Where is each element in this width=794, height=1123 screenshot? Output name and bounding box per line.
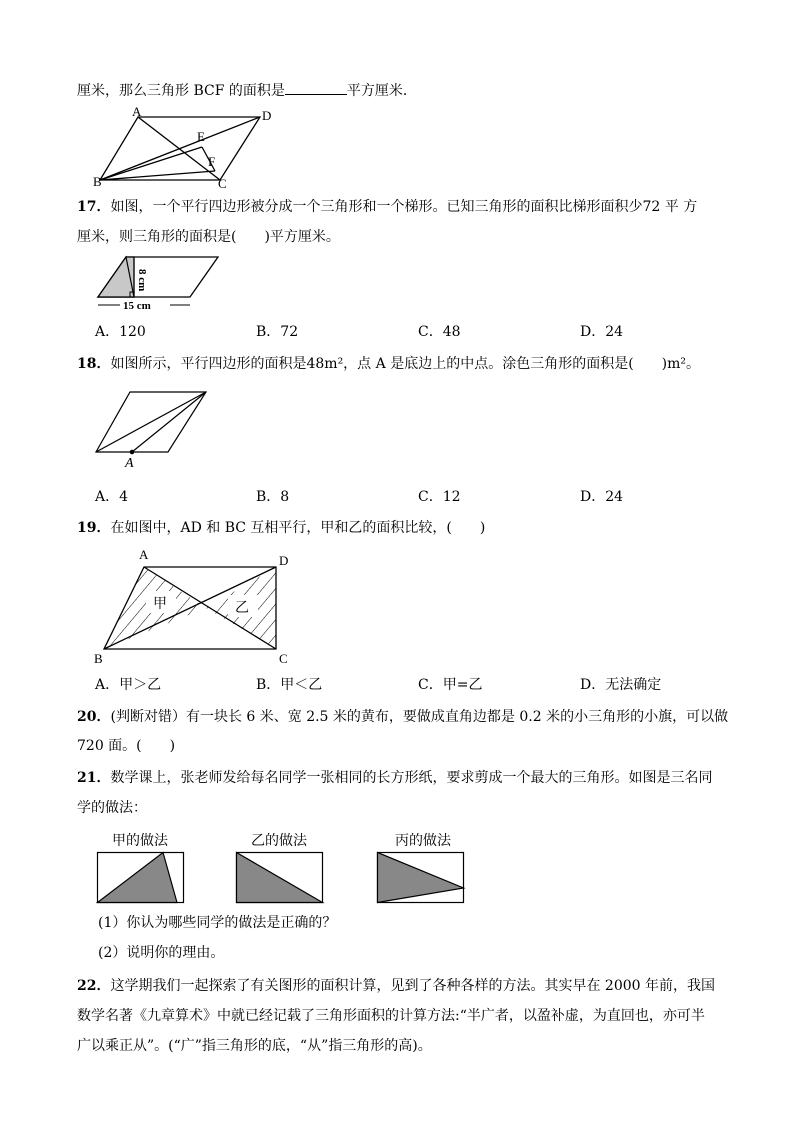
q21-sub2: (2）说明你的理由。 <box>98 945 225 961</box>
bing-rectangle-figure <box>377 852 465 904</box>
q21-text-1: 数学课上，张老师发给每名同学一张相同的长方形纸，要求剪成一个最大的三角形。如图是三名同 <box>110 770 713 786</box>
jia-rectangle-figure <box>97 852 185 904</box>
question-number: 20． <box>77 709 111 725</box>
label-D: D <box>262 108 272 123</box>
q17-option-a[interactable]: A．120 <box>95 324 146 340</box>
q18-line <box>77 354 700 374</box>
point-A-label: A <box>125 456 134 471</box>
q17-parallelogram-figure <box>94 255 224 315</box>
q16-text-a: 厘米，那么三角形 BCF 的面积是 <box>77 83 285 99</box>
q19-line <box>77 518 485 538</box>
q19-option-d[interactable]: D．无法确定 <box>580 677 662 693</box>
q16-parallelogram-figure <box>90 104 280 191</box>
question-number: 21． <box>77 770 111 786</box>
q22-line1 <box>77 976 715 996</box>
q16-tail-line <box>77 80 417 101</box>
q17-option-d[interactable]: D．24 <box>580 324 624 340</box>
q22-text-1: 这学期我们一起探索了有关图形的面积计算，见到了各种各样的方法。其实早在 2000 年前，我国 <box>110 978 716 994</box>
height-label: 8 cm <box>136 269 148 292</box>
q20-line2: 720 面。( ) <box>77 738 176 754</box>
label-C: C <box>279 651 288 666</box>
caption-jia: 甲的做法 <box>112 833 168 849</box>
question-number: 19． <box>77 520 111 536</box>
q17-option-c[interactable]: C．48 <box>418 324 461 340</box>
q17-option-b[interactable]: B．72 <box>256 324 299 340</box>
question-number: 18． <box>77 356 111 372</box>
q19-option-c[interactable]: C．甲=乙 <box>418 677 483 693</box>
caption-yi: 乙的做法 <box>251 833 307 849</box>
q21-line1 <box>77 768 712 788</box>
answer-blank[interactable] <box>285 80 347 95</box>
label-C: C <box>218 176 227 191</box>
yi-region-label: 乙 <box>235 600 249 616</box>
q17-text-1: 如图，一个平行四边形被分成一个三角形和一个梯形。已知三角形的面积比梯形面积少72 平 方 <box>110 199 698 215</box>
q17-line2: 厘米，则三角形的面积是( )平方厘米。 <box>77 229 340 245</box>
label-A: A <box>139 547 149 562</box>
q21-line2: 学的做法： <box>77 800 147 816</box>
q19-text: 在如图中，AD 和 BC 互相平行，甲和乙的面积比较，( ) <box>110 520 486 536</box>
label-E: E <box>197 129 205 144</box>
label-B: B <box>94 651 103 666</box>
q19-trapezoid-figure <box>90 545 300 670</box>
label-F: F <box>208 154 216 169</box>
q18-option-b[interactable]: B．8 <box>256 489 290 505</box>
q19-option-b[interactable]: B．甲＜乙 <box>256 677 323 693</box>
q19-option-a[interactable]: A．甲＞乙 <box>95 677 162 693</box>
base-label: 15 cm <box>123 300 151 312</box>
q18-option-c[interactable]: C．12 <box>418 489 461 505</box>
q17-line1 <box>77 197 697 217</box>
q20-text-1: (判断对错）有一块长 6 米、宽 2.5 米的黄布，要做成直角边都是 0.2 米的小三角形的小旗，可以做 <box>110 709 729 725</box>
q22-line3: 广以乘正从”。(“广”指三角形的底，“从”指三角形的高)。 <box>77 1038 432 1054</box>
q21-sub1: (1）你认为哪些同学的做法是正确的？ <box>98 915 337 931</box>
q16-text-b: 平方厘米． <box>346 83 417 99</box>
label-A: A <box>132 104 142 119</box>
question-number: 17． <box>77 199 111 215</box>
q22-line2: 数学名著《九章算术》中就已经记载了三角形面积的计算方法:“半广者，以盈补虚，为直回也，亦可半 <box>77 1008 705 1024</box>
caption-bing: 丙的做法 <box>395 833 451 849</box>
q18-option-a[interactable]: A．4 <box>95 489 129 505</box>
q18-option-d[interactable]: D．24 <box>580 489 624 505</box>
question-number: 22． <box>77 978 111 994</box>
jia-region-label: 甲 <box>153 596 167 612</box>
label-B: B <box>93 174 102 189</box>
q18-parallelogram-figure <box>94 390 214 470</box>
label-D: D <box>279 553 289 568</box>
q20-line1 <box>77 707 728 727</box>
yi-rectangle-figure <box>236 852 324 904</box>
q18-text: 如图所示，平行四边形的面积是48m²，点 A 是底边上的中点。涂色三角形的面积是( )m²。 <box>110 356 701 372</box>
